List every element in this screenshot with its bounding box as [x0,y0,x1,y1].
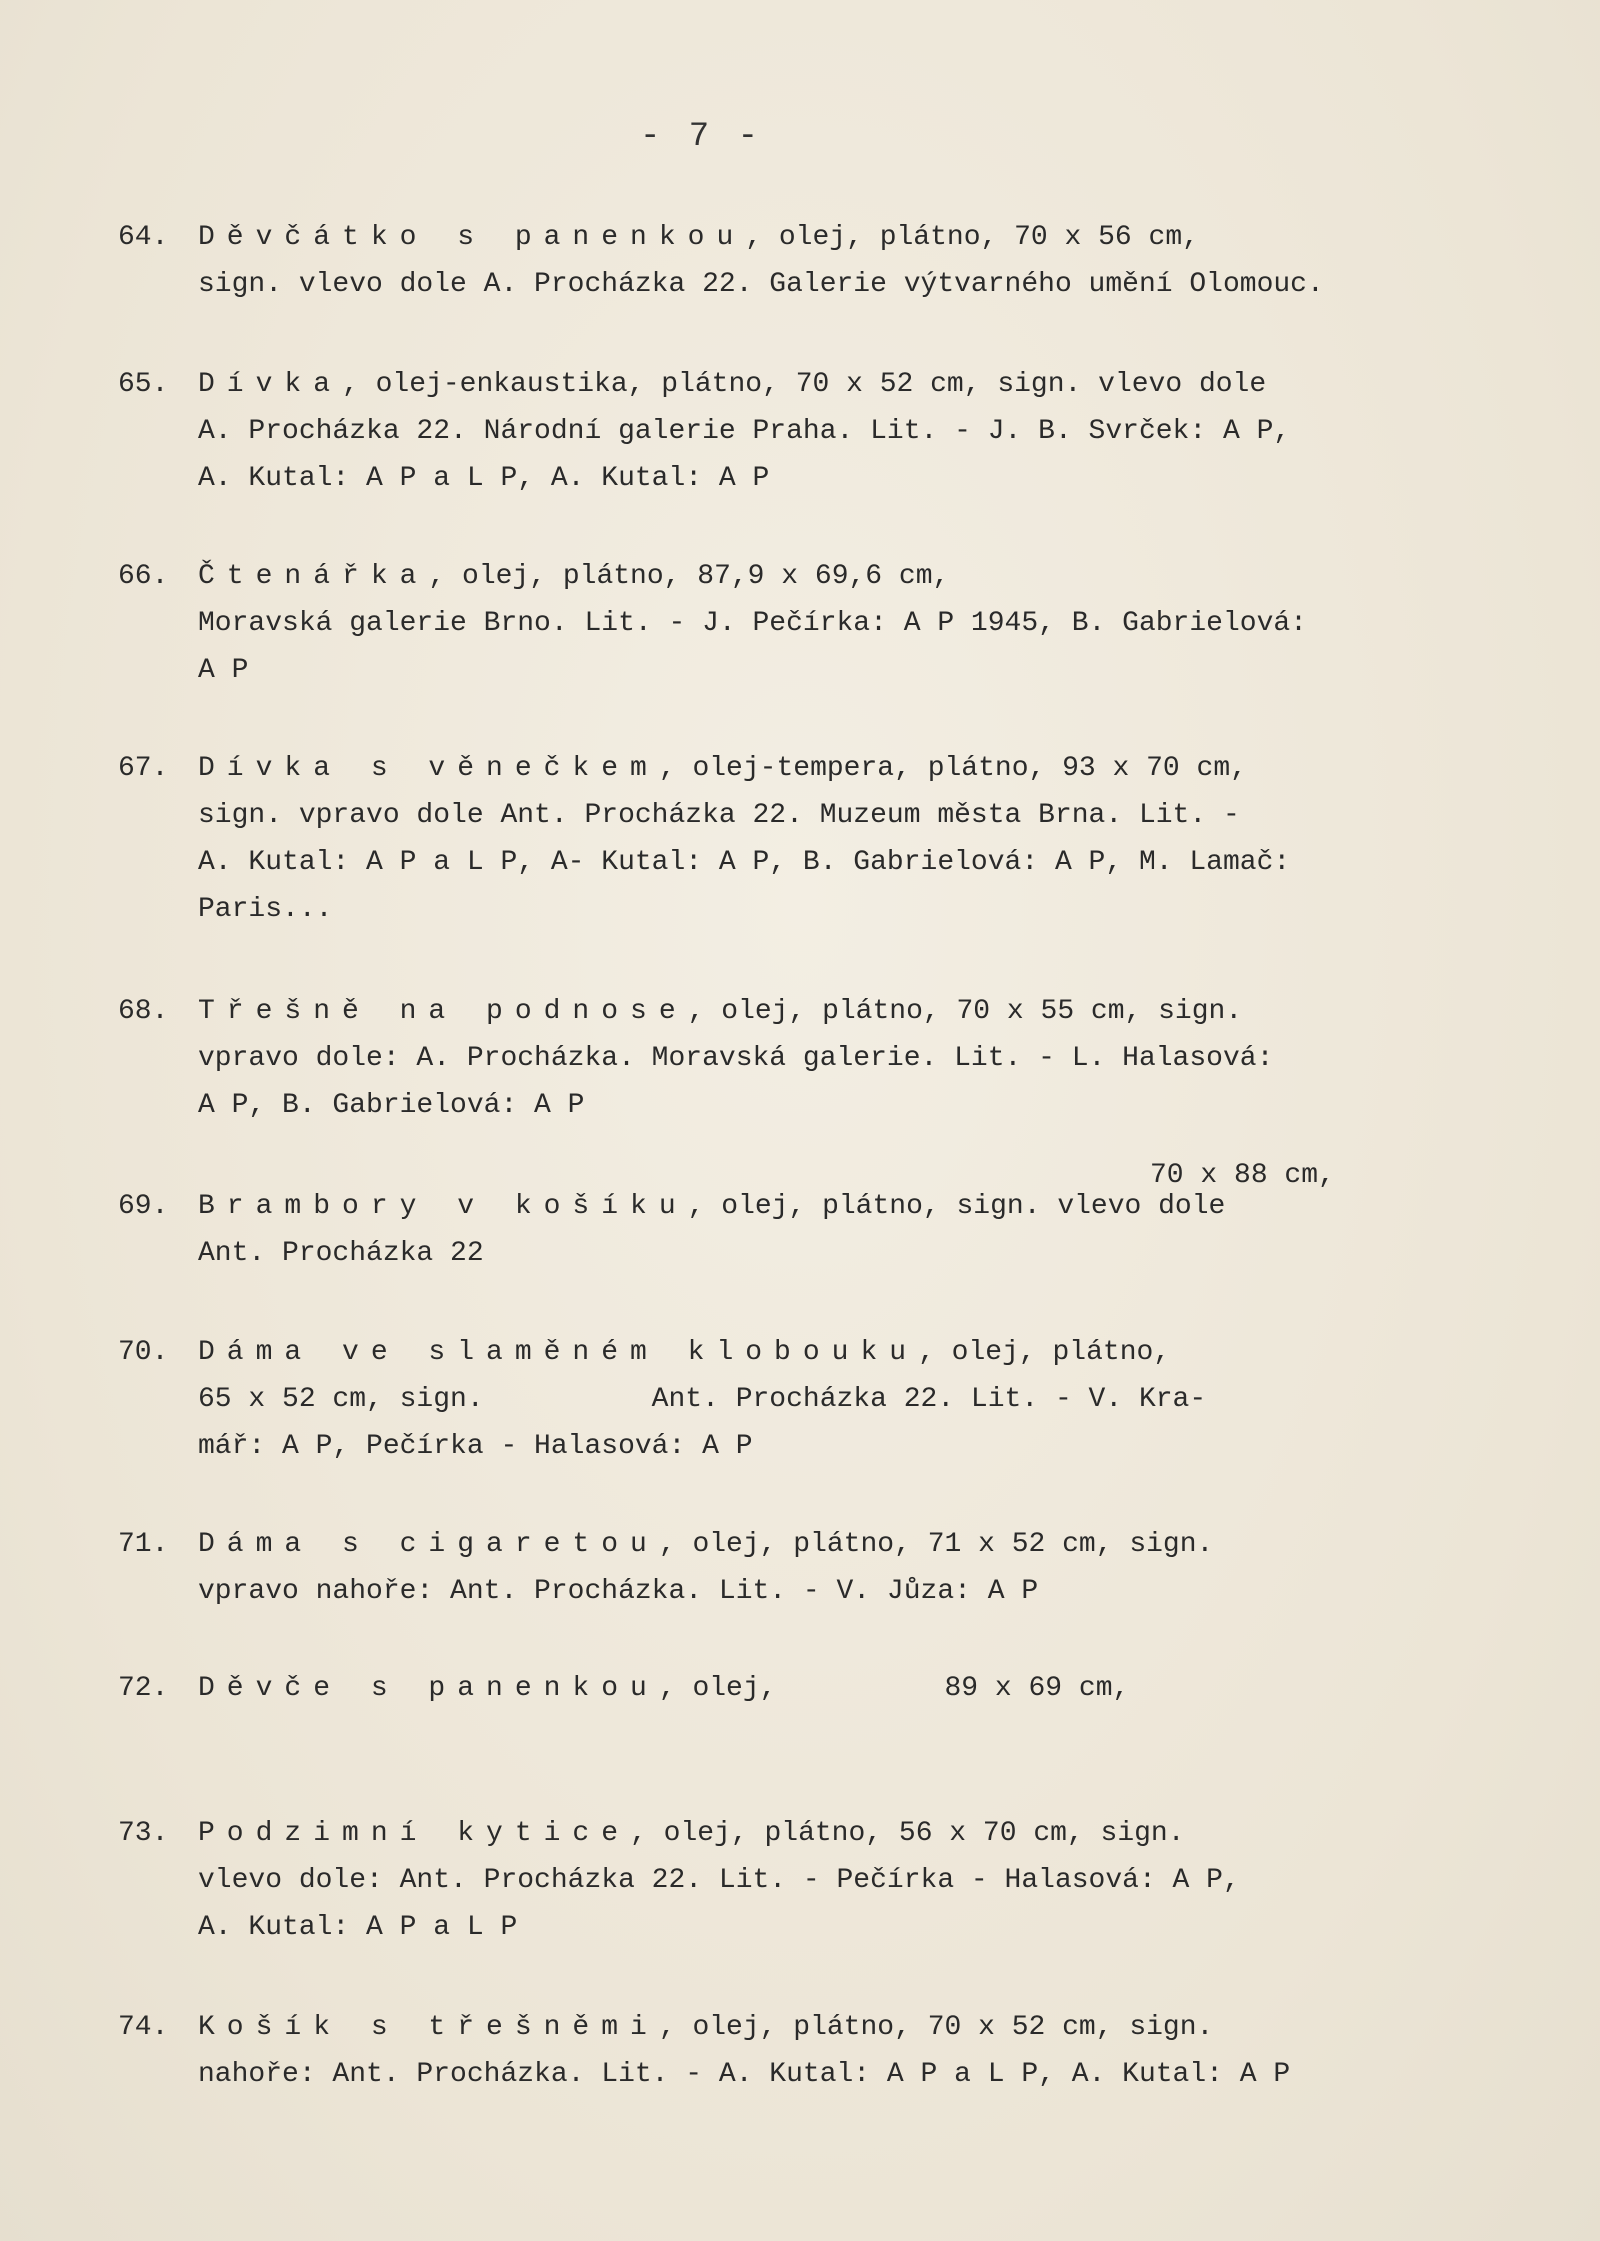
entry-line: Paris... [198,894,333,925]
entry-title: Děvčátko s panenkou [198,222,746,253]
entry-title: Dáma ve slaměném klobouku [198,1337,919,1368]
entry-number: 70. [118,1337,169,1368]
entry-line: vpravo dole: A. Procházka. Moravská galerie. Lit. - L. Halasová: [198,1043,1274,1074]
entry-64 [118,214,1324,308]
entry-70 [118,1329,1206,1470]
page-number: - 7 - [640,118,763,156]
entry-line: sign. vlevo dole A. Procházka 22. Galerie výtvarného umění Olomouc. [198,269,1324,300]
entry-line: sign. vpravo dole Ant. Procházka 22. Muzeum města Brna. Lit. - [198,800,1240,831]
entry-line: vlevo dole: Ant. Procházka 22. Lit. - Pečírka - Halasová: A P, [198,1865,1240,1896]
entry-number: 68. [118,996,169,1027]
entry-details: , olej, plátno, 70 x 56 cm, [745,222,1199,253]
entry-details: , olej, plátno, 87,9 x 69,6 cm, [428,561,950,592]
entry-number: 74. [118,2012,169,2043]
entry-number: 69. [118,1191,169,1222]
entry-title: Dívka s věnečkem [198,753,659,784]
entry-title: Košík s třešněmi [198,2012,659,2043]
entry-details: , olej, plátno, 71 x 52 cm, sign. [658,1529,1214,1560]
entry-number: 65. [118,369,169,400]
entry-66 [118,553,1307,694]
entry-74 [118,2004,1290,2098]
entry-details: , olej, 89 x 69 cm, [658,1673,1130,1704]
entry-title: Dáma s cigaretou [198,1529,659,1560]
entry-title: Brambory v košíku [198,1191,688,1222]
entry-line: Ant. Procházka 22 [198,1238,484,1269]
entry-number: 67. [118,753,169,784]
entry-title: Podzimní kytice [198,1818,631,1849]
entry-line: 65 x 52 cm, sign. Ant. Procházka 22. Lit. - V. Kra- [198,1384,1207,1415]
entry-line: A P [198,655,249,686]
entry-73 [118,1810,1240,1951]
entry-number: 71. [118,1529,169,1560]
entry-line: A P, B. Gabrielová: A P [198,1090,585,1121]
entry-title: Třešně na podnose [198,996,688,1027]
entry-number: 66. [118,561,169,592]
entry-line: A. Kutal: A P a L P, A- Kutal: A P, B. Gabrielová: A P, M. Lamač: [198,847,1291,878]
entry-68 [118,988,1273,1129]
entry-details: , olej-enkaustika, plátno, 70 x 52 cm, sign. vlevo dole [342,369,1267,400]
entry-72 [118,1665,1129,1712]
entry-title: Děvče s panenkou [198,1673,659,1704]
entry-69-dimensions: 70 x 88 cm, [1150,1160,1335,1191]
entry-details: , olej, plátno, 70 x 55 cm, sign. [687,996,1243,1027]
entry-details: , olej, plátno, [918,1337,1171,1368]
entry-line: Moravská galerie Brno. Lit. - J. Pečírka: A P 1945, B. Gabrielová: [198,608,1307,639]
entry-details: , olej, plátno, sign. vlevo dole [687,1191,1226,1222]
entry-67 [118,745,1290,933]
entry-title: Dívka [198,369,343,400]
entry-69 [118,1183,1225,1277]
entry-number: 72. [118,1673,169,1704]
entry-71 [118,1521,1213,1615]
entry-line: A. Kutal: A P a L P [198,1912,518,1943]
entry-details: , olej-tempera, plátno, 93 x 70 cm, [658,753,1247,784]
entry-title: Čtenářka [198,561,429,592]
entry-details: , olej, plátno, 70 x 52 cm, sign. [658,2012,1214,2043]
entry-line: A. Procházka 22. Národní galerie Praha. Lit. - J. B. Svrček: A P, [198,416,1291,447]
entry-details: , olej, plátno, 56 x 70 cm, sign. [630,1818,1185,1849]
entry-line: vpravo nahoře: Ant. Procházka. Lit. - V. Jůza: A P [198,1576,1039,1607]
entry-line: mář: A P, Pečírka - Halasová: A P [198,1431,753,1462]
entry-line: A. Kutal: A P a L P, A. Kutal: A P [198,463,770,494]
entry-65 [118,361,1290,502]
entry-line: nahoře: Ant. Procházka. Lit. - A. Kutal: A P a L P, A. Kutal: A P [198,2059,1291,2090]
entry-number: 73. [118,1818,169,1849]
entry-number: 64. [118,222,169,253]
